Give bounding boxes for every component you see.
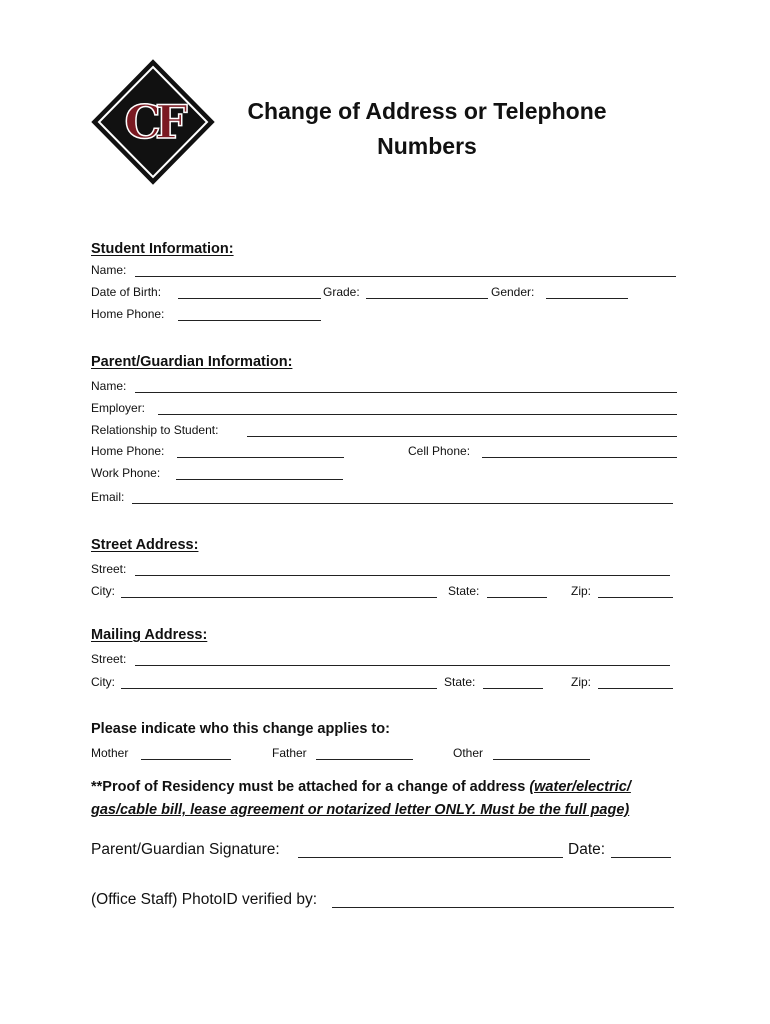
proof-note-emphasis: (water/electric/ gas/cable bill, lease agreement or notarized letter ONLY. Must be the full page) [91,779,631,818]
parent-home-phone-label: Home Phone: [91,444,165,458]
mailing-street-field[interactable] [135,665,670,666]
street-city-field[interactable] [121,597,437,598]
signature-label: Parent/Guardian Signature: [91,841,280,858]
street-zip-field[interactable] [598,597,673,598]
relationship-field[interactable] [247,436,677,437]
employer-row [91,400,681,416]
office-verify-field[interactable] [332,907,674,908]
student-name-field[interactable] [135,276,676,277]
parent-name-label: Name: [91,379,127,393]
date-label: Date: [568,841,606,858]
parent-name-row [91,378,681,394]
mailing-zip-field[interactable] [598,688,673,689]
signature-field[interactable] [298,857,563,858]
parent-info-heading: Parent/Guardian Information: [91,354,293,370]
street-field[interactable] [135,575,670,576]
student-name-row [91,262,681,278]
street-state-label: State: [448,584,480,598]
proof-of-residency-note [91,776,691,822]
father-label: Father [272,746,307,760]
parent-name-field[interactable] [135,392,677,393]
mailing-state-field[interactable] [483,688,543,689]
work-phone-label: Work Phone: [91,466,161,480]
work-phone-field[interactable] [176,479,343,480]
gender-field[interactable] [546,298,628,299]
mailing-street-label: Street: [91,652,127,666]
student-home-phone-field[interactable] [178,320,321,321]
cell-phone-label: Cell Phone: [408,444,471,458]
gender-label: Gender: [491,285,535,299]
father-field[interactable] [316,759,413,760]
email-label: Email: [91,490,125,504]
office-verify-row [91,890,681,910]
mailing-address-heading: Mailing Address: [91,627,208,643]
title-line-2: Numbers [377,133,477,159]
page-title [232,94,622,164]
dob-field[interactable] [178,298,321,299]
relationship-label: Relationship to Student: [91,423,219,437]
date-field[interactable] [611,857,671,858]
mailing-zip-label: Zip: [571,675,592,689]
street-state-field[interactable] [487,597,547,598]
street-row [91,561,681,577]
applies-to-heading: Please indicate who this change applies to: [91,721,390,737]
other-label: Other [453,746,484,760]
street-address-heading: Street Address: [91,537,199,553]
signature-row [91,840,681,860]
parent-phone-row [91,443,681,459]
mailing-street-row [91,651,681,667]
work-phone-row [91,465,681,481]
email-field[interactable] [132,503,673,504]
street-city-label: City: [91,584,115,598]
mailing-city-row [91,674,681,690]
proof-note-text: **Proof of Residency must be attached for a change of address [91,779,530,795]
office-verify-label: (Office Staff) PhotoID verified by: [91,891,317,908]
grade-label: Grade: [323,285,360,299]
parent-home-phone-field[interactable] [177,457,344,458]
street-city-row [91,583,681,599]
student-home-phone-label: Home Phone: [91,307,165,321]
student-dob-row [91,284,681,300]
email-row [91,489,681,505]
street-zip-label: Zip: [571,584,592,598]
applies-to-row [91,745,681,761]
school-logo [90,58,216,186]
student-name-label: Name: [91,263,127,277]
other-field[interactable] [493,759,590,760]
mailing-city-label: City: [91,675,115,689]
grade-field[interactable] [366,298,488,299]
mailing-state-label: State: [444,675,476,689]
employer-label: Employer: [91,401,146,415]
title-line-1: Change of Address or Telephone [247,98,607,124]
cell-phone-field[interactable] [482,457,677,458]
dob-label: Date of Birth: [91,285,162,299]
mother-label: Mother [91,746,129,760]
student-info-heading: Student Information: [91,241,234,257]
employer-field[interactable] [158,414,677,415]
relationship-row [91,422,681,438]
mother-field[interactable] [141,759,231,760]
mailing-city-field[interactable] [121,688,437,689]
student-home-phone-row [91,306,681,322]
logo-letters: CF [124,95,182,149]
street-label: Street: [91,562,127,576]
